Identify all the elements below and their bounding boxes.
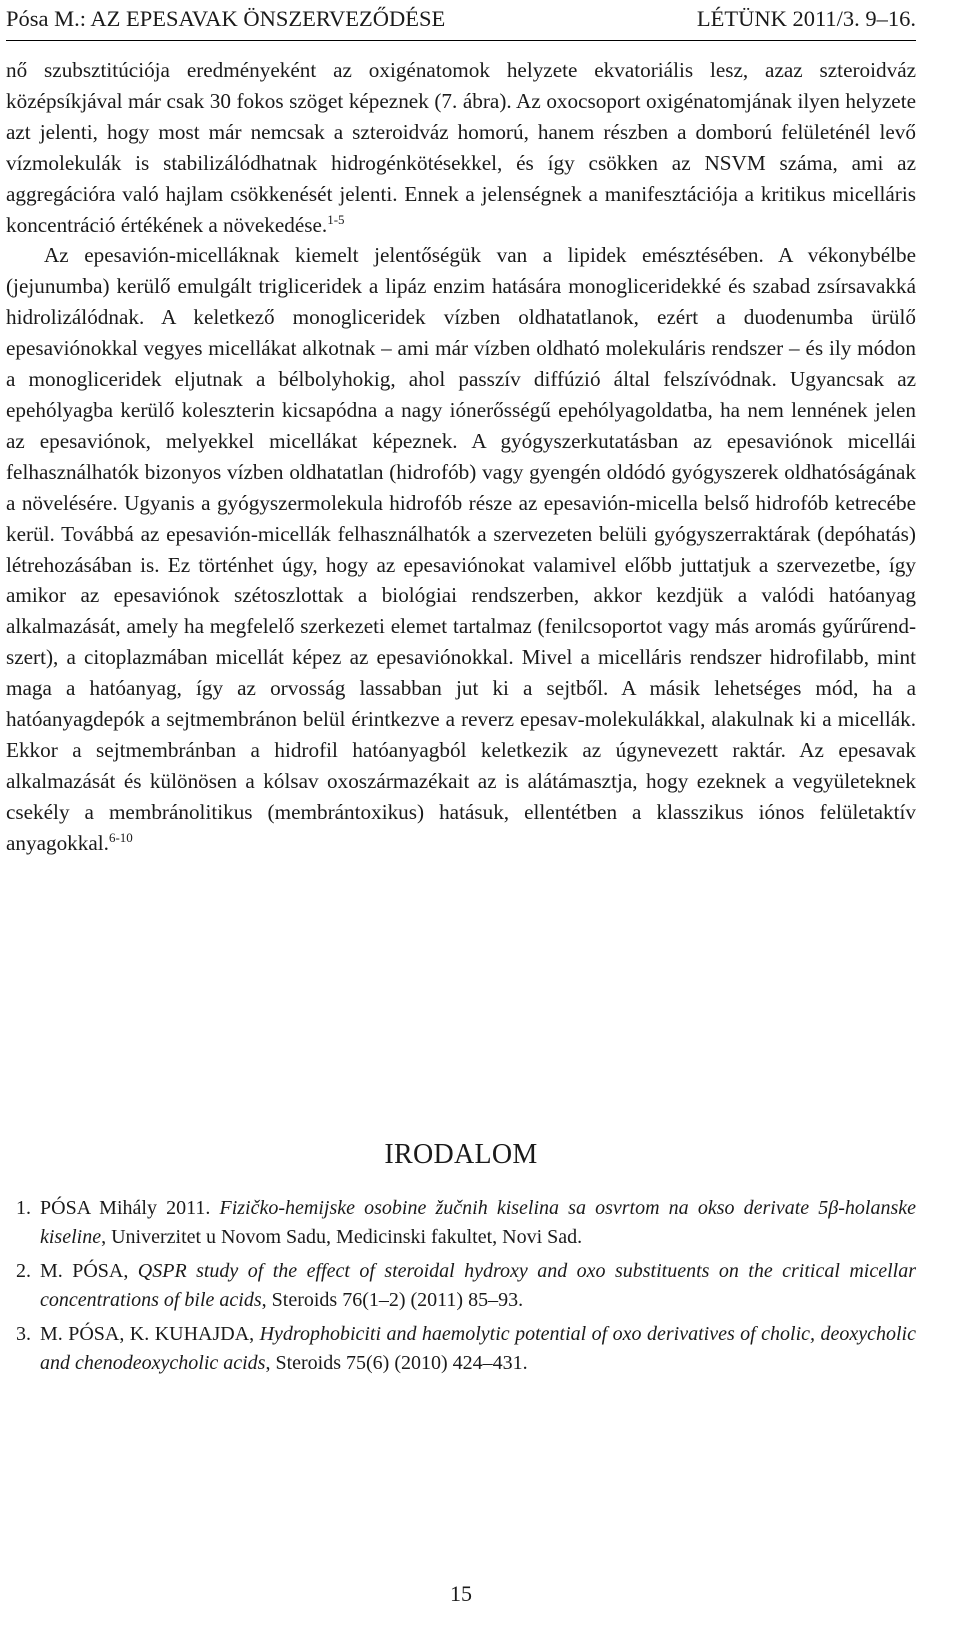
reference-source: , Steroids 75(6) (2010) 424–431.	[265, 1351, 528, 1374]
reference-title: Hydrophobiciti and haemolytic potential of oxo derivatives of cholic, deoxycholic and chenodeoxycholic acids	[40, 1323, 916, 1374]
citation-1-5: 1-5	[327, 211, 345, 227]
article-body	[6, 55, 916, 859]
reference-source: , Univerzitet u Novom Sadu, Medicinski fakultet, Novi Sad.	[101, 1225, 583, 1248]
reference-number: 3.	[16, 1323, 31, 1345]
reference-number: 2.	[16, 1260, 31, 1282]
paragraph-1	[6, 55, 916, 240]
paragraph-2-text: Az epesavión-micelláknak kiemelt jelentőségük van a lipidek emésztésében. A vékonybélbe (jejunumba) kerülő emulgált trigliceridek a lipáz enzim hatására monogliceridekké és szabad zsírsavakká hidrolizálódnak. A keletkező monogliceridek vízben oldhatatlanok, ezért a duodenumba ürülő epesaviónokkal vegyes micellákat alkotnak – ami már vízben oldható molekuláris rendszer – és ily módon a monogliceridek eljutnak a bélbolyhokig, ahol passzív diffúzió által felszívódnak. Ugyancsak az epehólyagba kerülő koleszterin kicsapódna a nagy iónerősségű epehólyagoldatba, ha nem lennének jelen az epesaviónok, melyekkel micellákat képeznek. A gyógyszerkutatásban az epesaviónok micellái felhasználhatók bizonyos vízben oldhatatlan (hidrofób) vagy gyengén oldódó gyógyszerek oldhatóságának a növelésére. Ugyanis a gyógyszermolekula hidrofób része az epesavión-micella belső hidrofób ketrecébe kerül. Továbbá az epesavión-micellák felhasználhatók a szervezeten belüli gyógyszerraktárak (depóhatás) létrehozásában is. Ez történhet úgy, hogy az epesaviónokat valamivel előbb juttatjuk a szervezetbe, így amikor az epesaviónok szétoszlottak a biológiai rendszerben, akkor kezdjük a valódi hatóanyag alkalmazását, amely ha megfelelő szerkezeti elemet tartalmaz (fenilcsoportot vagy más aromás gyűrűrendszert), a citoplazmában micellát képez az epesaviónokkal. Mivel a micelláris rendszer hidrofilabb, mint maga a hatóanyag, így az orvosság lassabban jut ki a sejtből. A másik lehetséges mód, ha a hatóanyagdepók a sejtmembránon belül érintkezve a reverz epesav-molekulákkal, alakulnak ki a micellák. Ekkor a sejtmembránban a hidrofil hatóanyagból keletkezik az úgynevezett raktár. Az epesavak alkalmazását és különösen a kólsav oxoszármazékait az is alátámasztja, hogy ezeknek a vegyületeknek csekély a membránolitikus (membrántoxikus) hatásuk, ellentétben a klasszikus iónos felületaktív anyagokkal.	[6, 243, 916, 855]
references-heading: IRODALOM	[384, 1139, 538, 1170]
reference-title: QSPR study of the effect of steroidal hydroxy and oxo substituents on the critical micellar concentrations of bile acids	[40, 1260, 916, 1311]
reference-item	[6, 1257, 916, 1314]
running-header-left: Pósa M.: AZ EPESAVAK ÖNSZERVEZŐDÉSE	[6, 6, 446, 31]
reference-source: , Steroids 76(1–2) (2011) 85–93.	[261, 1288, 524, 1311]
reference-title: Fizičko-hemijske osobine žučnih kiselina sa osvrtom na okso derivate 5β-holanske kiseline	[40, 1197, 916, 1248]
running-header	[6, 4, 916, 34]
reference-item	[6, 1320, 916, 1377]
reference-authors: M. PÓSA, K. KUHAJDA,	[40, 1323, 260, 1345]
header-rule	[6, 40, 916, 41]
running-header-right: LÉTÜNK 2011/3. 9–16.	[696, 6, 916, 31]
citation-6-10: 6-10	[108, 829, 133, 845]
reference-authors: PÓSA Mihály 2011.	[40, 1197, 220, 1219]
reference-authors: M. PÓSA,	[40, 1260, 138, 1282]
paragraph-2	[6, 240, 916, 858]
page	[6, 0, 916, 1629]
reference-number: 1.	[16, 1197, 31, 1219]
reference-list	[6, 1194, 916, 1383]
reference-item	[6, 1194, 916, 1251]
page-number: 15	[450, 1581, 472, 1606]
paragraph-1-text: nő szubsztitúciója eredményeként az oxigénatomok helyzete ekvatoriális lesz, azaz szteroidváz középsíkjával már csak 30 fokos szöget képeznek (7. ábra). Az oxocsoport oxigénatomjának ilyen helyzete azt jelenti, hogy most már nemcsak a szteroidváz homorú, hanem részben a domború felületénél levő vízmolekulák is stabilizálódhatnak hidrogénkötésekkel, és így csökken az NSVM száma, ami az aggregációra való hajlam csökkenését jelenti. Ennek a jelenségnek a manifesztációja a kritikus micelláris koncentráció értékének a növekedése.	[6, 58, 916, 237]
